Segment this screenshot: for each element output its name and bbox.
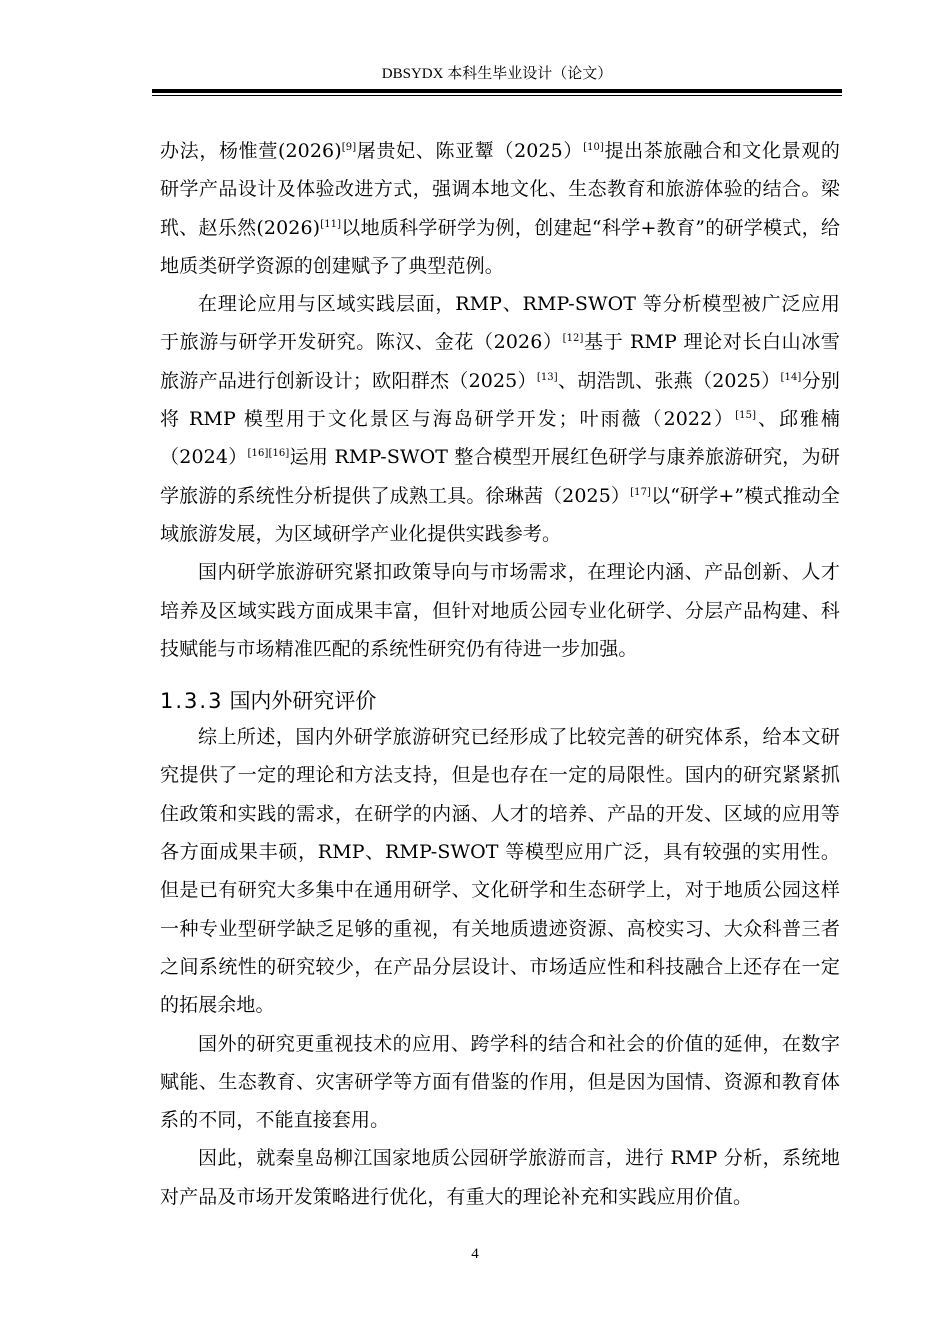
- citation-10: [10]: [583, 142, 605, 153]
- paragraph-domestic-summary: 国内研学旅游研究紧扣政策导向与市场需求，在理论内涵、产品创新、人才培养及区域实践方面成果丰富，但针对地质公园专业化研学、分层产品构建、科技赋能与市场精准匹配的系统性研究仍有待进一步加强。: [160, 561, 840, 660]
- text-run: 以地质科学研学为例，创建起“科学+教育”的研学模式，给地质类研学资源的创建赋予了典型范例。: [160, 216, 840, 277]
- running-header: DBSYDX 本科生毕业设计（论文）: [381, 66, 613, 82]
- citation-17: [17]: [630, 486, 652, 498]
- text-run: 分别将 RMP 模型用于文化景区与海岛研学开发；叶雨薇（2022）: [160, 369, 840, 431]
- paragraph-continuation: [160, 132, 840, 285]
- text-run: 办法，杨惟萱(2026): [160, 140, 342, 162]
- paragraph-review-foreign: 国外的研究更重视技术的应用、跨学科的结合和社会的价值的延伸，在数字赋能、生态教育、灾害研学等方面有借鉴的作用，但是因为国情、资源和教育体系的不同，不能直接套用。: [160, 1032, 840, 1132]
- header-rule-thick: [152, 89, 842, 93]
- page-number: 4: [471, 1246, 479, 1262]
- citation-16: [16][16]: [247, 448, 290, 460]
- section-number: 1.3.3: [160, 689, 224, 714]
- citation-11: [11]: [320, 218, 342, 230]
- text-run: 屠贵妃、陈亚颦（2025）: [356, 140, 584, 162]
- text-run: 基于 RMP 理论对长白山冰雪旅游产品进行创新设计；欧阳群杰（2025）: [160, 331, 840, 392]
- section-title: 国内外研究评价: [229, 689, 377, 714]
- text-run: 、邱雅楠（2024）: [160, 408, 841, 469]
- section-heading: [160, 684, 840, 718]
- text-run: 在理论应用与区域实践层面，RMP、RMP-SWOT 等分析模型被广泛应用于旅游与研学开发研究。陈汉、金花（2026）: [160, 293, 840, 354]
- paragraph-review-conclusion: 因此，就秦皇岛柳江国家地质公园研学旅游而言，进行 RMP 分析，系统地对产品及市场开发策略进行优化，有重大的理论补充和实践应用价值。: [160, 1147, 840, 1208]
- body-content: [160, 132, 840, 1216]
- paragraph-review-overall: 综上所述，国内外研学旅游研究已经形成了比较完善的研究体系，给本文研究提供了一定的理论和方法支持，但是也存在一定的局限性。国内的研究紧紧抓住政策和实践的需求，在研学的内涵、人才的培养、产品的开发、区域的应用等各方面成果丰硕，RMP、RMP-SWOT 等模型应用广泛，具有较强的实用性。但是已有研究大多集中在通用研学、文化研学和生态研学上，对于地质公园这样一种专业型研学缺乏足够的重视，有关地质遗迹资源、高校实习、大众科普三者之间系统性的研究较少，在产品分层设计、市场适应性和科技融合上还存在一定的拓展余地。: [160, 726, 840, 1017]
- citation-13: [13]: [536, 371, 558, 383]
- citation-12: [12]: [562, 333, 584, 345]
- header-rule-thin: [152, 95, 842, 96]
- citation-9: [9]: [341, 142, 357, 153]
- citation-15: [15]: [735, 410, 757, 422]
- text-run: 以“研学+”模式推动全域旅游发展，为区域研学产业化提供实践参考。: [160, 484, 840, 545]
- citation-14: [14]: [780, 371, 802, 383]
- paragraph-theory-application: [160, 285, 840, 553]
- text-run: 、胡浩凯、张燕（2025）: [557, 369, 781, 392]
- text-run: 运用 RMP-SWOT 整合模型开展红色研学与康养旅游研究，为研学旅游的系统性分析提供了成熟工具。徐琳茜（2025）: [160, 446, 840, 507]
- text-run: 提出茶旅融合和文化景观的研学产品设计及体验改进方式，强调本地文化、生态教育和旅游体验的结合。梁玳、赵乐然(2026): [160, 140, 840, 239]
